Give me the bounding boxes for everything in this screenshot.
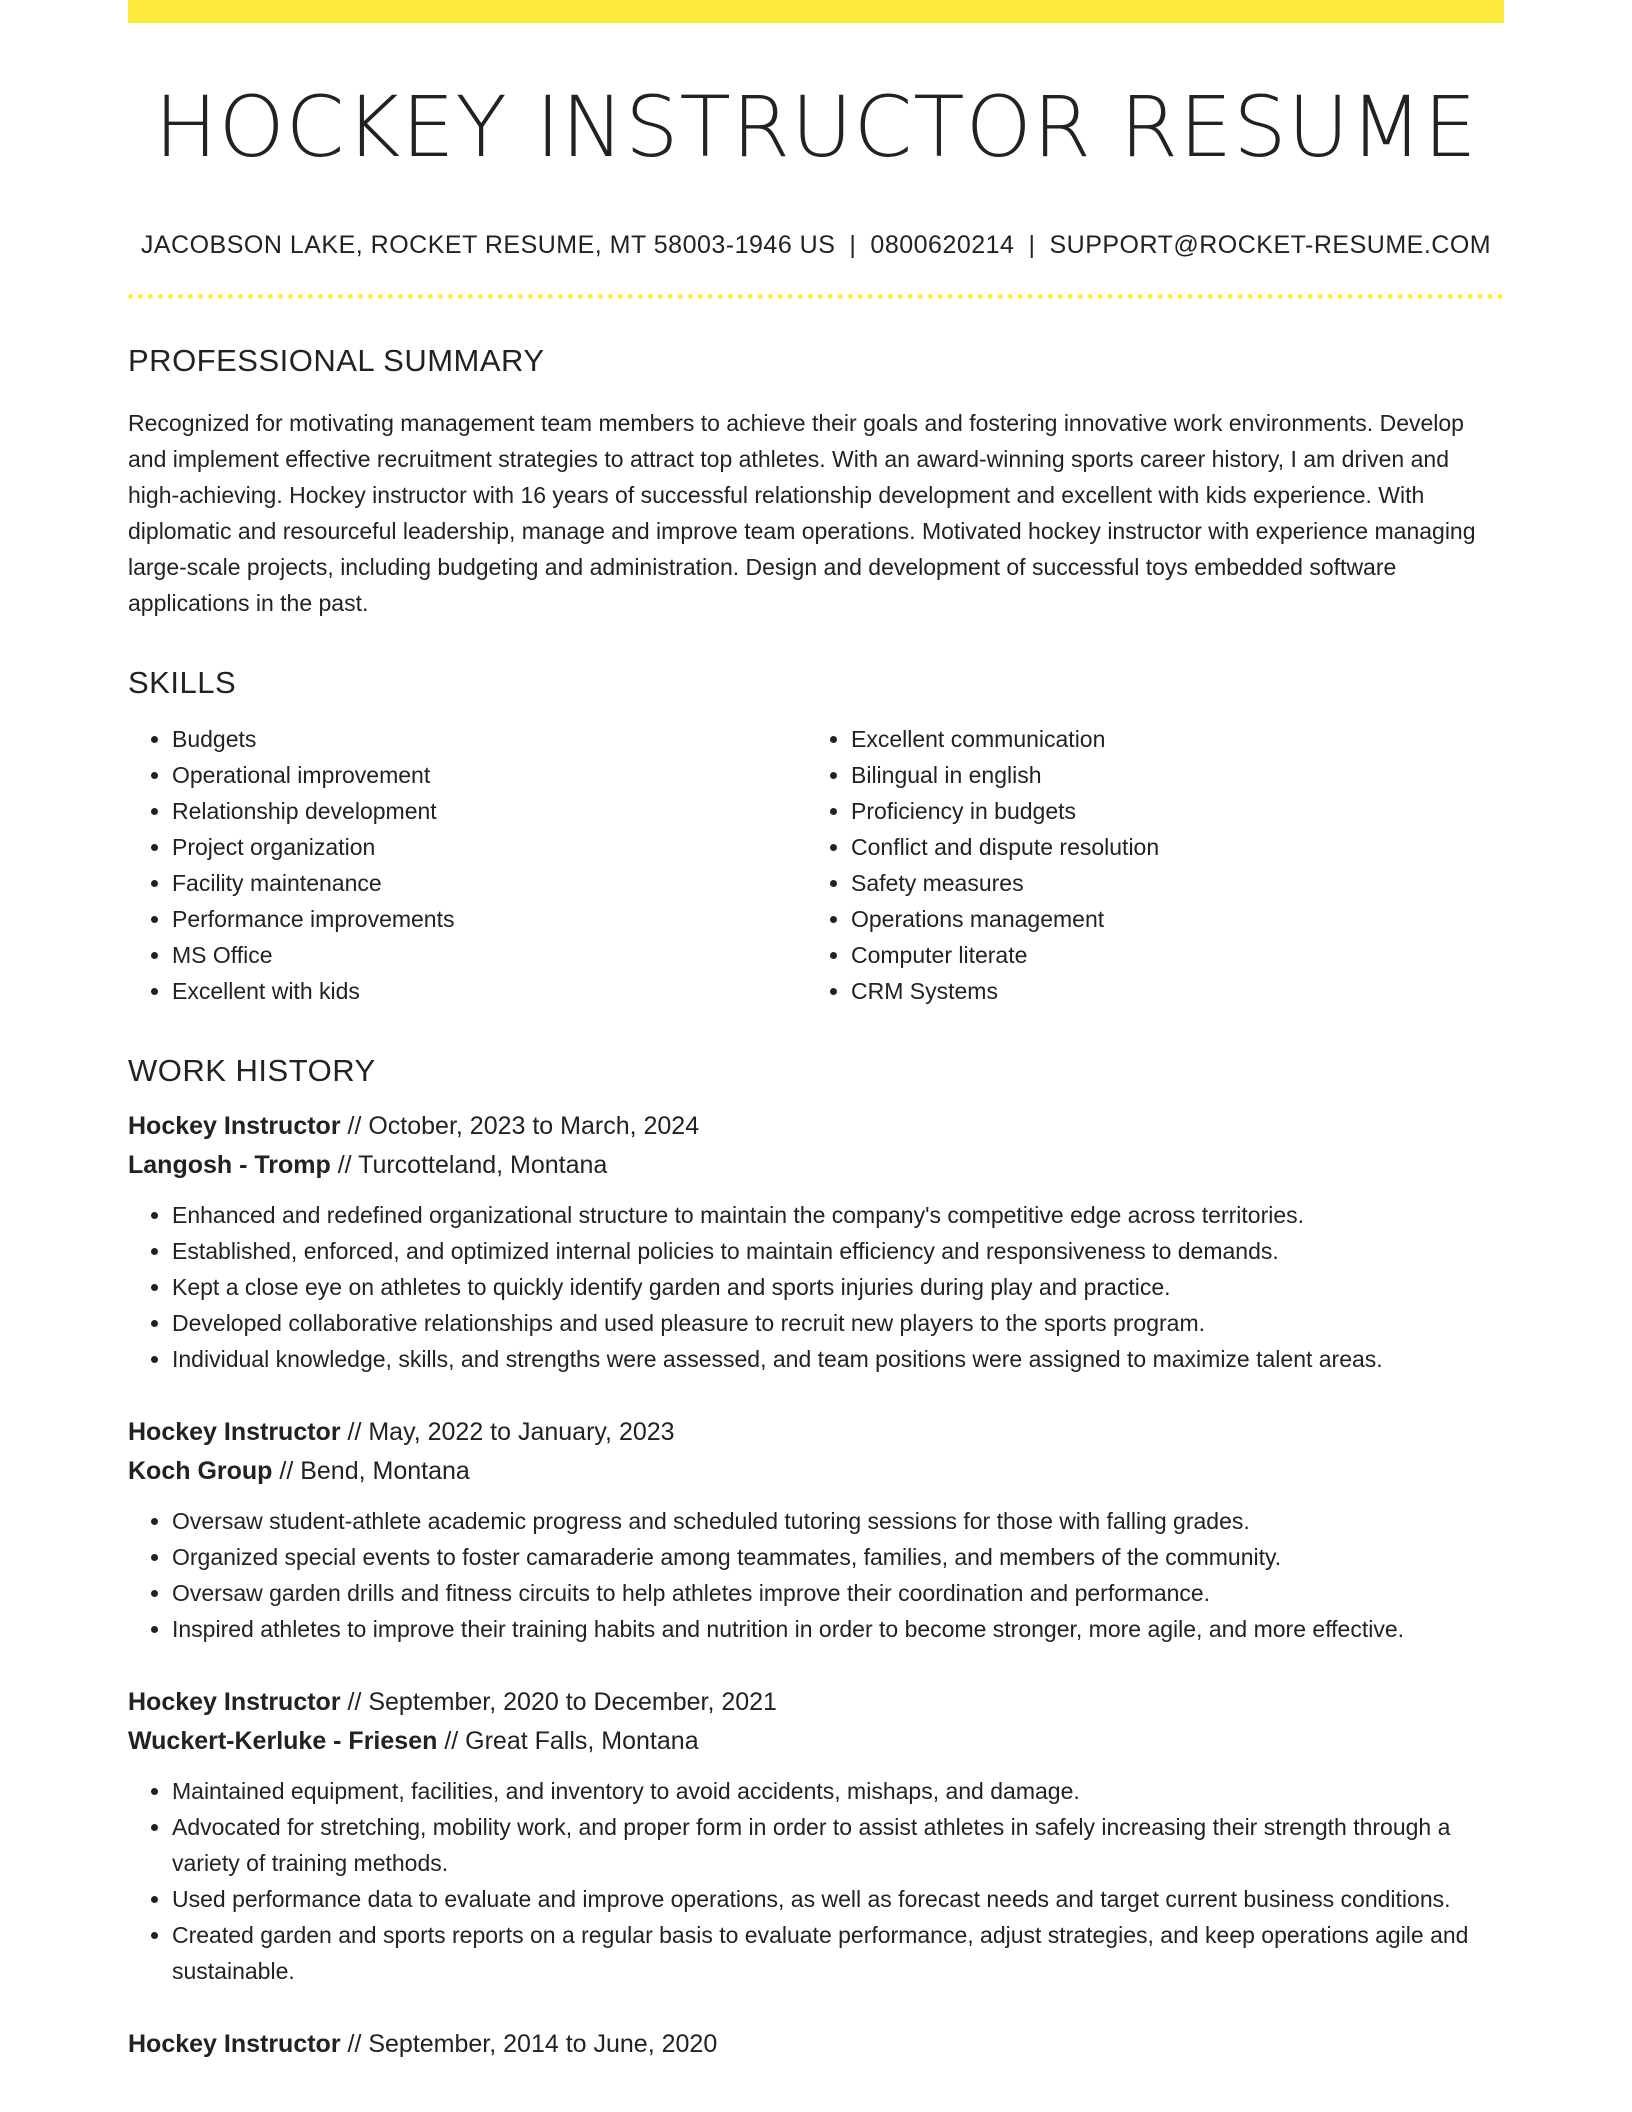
job-location: // Great Falls, Montana (437, 1727, 699, 1755)
skill-item: • Performance improvements (172, 901, 807, 937)
job-bullet: • Enhanced and redefined organizational structure to maintain the company's competitive edge across territories. (172, 1197, 1504, 1233)
skill-item: • Facility maintenance (172, 865, 807, 901)
job-bullet: • Organized special events to foster camaraderie among teammates, families, and members of the community. (172, 1539, 1504, 1575)
skills-right-list (807, 721, 1486, 1009)
summary-heading: PROFESSIONAL SUMMARY (128, 343, 545, 378)
job-company: Wuckert-Kerluke - Friesen (128, 1727, 438, 1755)
contact-email[interactable]: SUPPORT@ROCKET-RESUME.COM (1049, 231, 1492, 259)
job-entry (128, 1107, 1504, 1377)
summary-text: Recognized for motivating management team members to achieve their goals and fostering innovative work environments. Develop and implement effective recruitment strategies to attract top athletes. With an award-winning sports career history, I am driven and high-achieving. Hockey instructor with 16 years of successful relationship development and excellent with kids experience. With diplomatic and resourceful leadership, manage and improve team operations. Motivated hockey instructor with experience managing large-scale projects, including budgeting and administration. Design and development of successful toys embedded software applications in the past. (128, 410, 1476, 616)
skill-item: • Excellent with kids (172, 973, 807, 1009)
job-dates: // September, 2020 to December, 2021 (340, 1688, 777, 1716)
skill-item: • Relationship development (172, 793, 807, 829)
skill-item: • MS Office (172, 937, 807, 973)
job-bullets (128, 1773, 1504, 1989)
skill-item: • Conflict and dispute resolution (851, 829, 1486, 865)
skill-item: • Bilingual in english (851, 757, 1486, 793)
job-dates: // May, 2022 to January, 2023 (340, 1418, 675, 1446)
resume-title: HOCKEY INSTRUCTOR RESUME (154, 78, 1478, 176)
resume-page (128, 0, 1504, 2064)
job-entry (128, 2025, 1504, 2064)
job-title-line (128, 1413, 1504, 1452)
job-bullet: • Maintained equipment, facilities, and inventory to avoid accidents, mishaps, and damage. (172, 1773, 1504, 1809)
contact-line (128, 231, 1504, 260)
skill-item: • Safety measures (851, 865, 1486, 901)
job-title-line (128, 1683, 1504, 1722)
skill-item: • Budgets (172, 721, 807, 757)
work-history-heading: WORK HISTORY (128, 1053, 376, 1088)
job-location: // Bend, Montana (272, 1457, 470, 1485)
dotted-divider (128, 294, 1504, 299)
job-entry (128, 1413, 1504, 1647)
job-bullets (128, 1197, 1504, 1377)
work-history-section (128, 1053, 1504, 2064)
job-bullet: • Created garden and sports reports on a regular basis to evaluate performance, adjust strategies, and keep operations agile and sustainable. (172, 1917, 1504, 1989)
job-bullets (128, 1503, 1504, 1647)
summary-section (128, 343, 1504, 621)
skill-item: • Excellent communication (851, 721, 1486, 757)
job-company-line (128, 1146, 1504, 1185)
skills-left-list (128, 721, 807, 1009)
skill-item: • Operational improvement (172, 757, 807, 793)
contact-address: JACOBSON LAKE, ROCKET RESUME, MT 58003-1946 US (140, 231, 836, 259)
job-bullet: • Kept a close eye on athletes to quickly identify garden and sports injuries during play and practice. (172, 1269, 1504, 1305)
skills-section (128, 665, 1504, 1009)
job-title-line (128, 1107, 1504, 1146)
job-dates: // September, 2014 to June, 2020 (340, 2030, 718, 2058)
job-dates: // October, 2023 to March, 2024 (340, 1112, 700, 1140)
job-company: Langosh - Tromp (128, 1151, 331, 1179)
job-role: Hockey Instructor (128, 1112, 341, 1140)
contact-phone: 0800620214 (870, 231, 1015, 259)
skills-columns (128, 721, 1504, 1009)
job-company-line (128, 1722, 1504, 1761)
job-bullet: • Advocated for stretching, mobility work, and proper form in order to assist athletes in safely increasing their strength through a variety of training methods. (172, 1809, 1504, 1881)
skill-item: • CRM Systems (851, 973, 1486, 1009)
job-bullet: • Developed collaborative relationships and used pleasure to recruit new players to the sports program. (172, 1305, 1504, 1341)
accent-top-bar (128, 0, 1504, 23)
skill-item: • Proficiency in budgets (851, 793, 1486, 829)
contact-separator: | (1028, 231, 1036, 259)
skills-heading: SKILLS (128, 665, 237, 700)
job-company: Koch Group (128, 1457, 273, 1485)
job-location: // Turcotteland, Montana (330, 1151, 608, 1179)
job-bullet: • Individual knowledge, skills, and strengths were assessed, and team positions were assigned to maximize talent areas. (172, 1341, 1504, 1377)
job-bullet: • Used performance data to evaluate and improve operations, as well as forecast needs and target current business conditions. (172, 1881, 1504, 1917)
job-bullet: • Oversaw garden drills and fitness circuits to help athletes improve their coordination and performance. (172, 1575, 1504, 1611)
skill-item: • Computer literate (851, 937, 1486, 973)
job-title-line (128, 2025, 1504, 2064)
job-role: Hockey Instructor (128, 1418, 341, 1446)
job-role: Hockey Instructor (128, 1688, 341, 1716)
skill-item: • Project organization (172, 829, 807, 865)
job-company-line (128, 1452, 1504, 1491)
job-role: Hockey Instructor (128, 2030, 341, 2058)
skill-item: • Operations management (851, 901, 1486, 937)
job-bullet: • Established, enforced, and optimized internal policies to maintain efficiency and responsiveness to demands. (172, 1233, 1504, 1269)
job-bullet: • Oversaw student-athlete academic progress and scheduled tutoring sessions for those with falling grades. (172, 1503, 1504, 1539)
job-entry (128, 1683, 1504, 1989)
job-bullet: • Inspired athletes to improve their training habits and nutrition in order to become stronger, more agile, and more effective. (172, 1611, 1504, 1647)
contact-separator: | (849, 231, 857, 259)
